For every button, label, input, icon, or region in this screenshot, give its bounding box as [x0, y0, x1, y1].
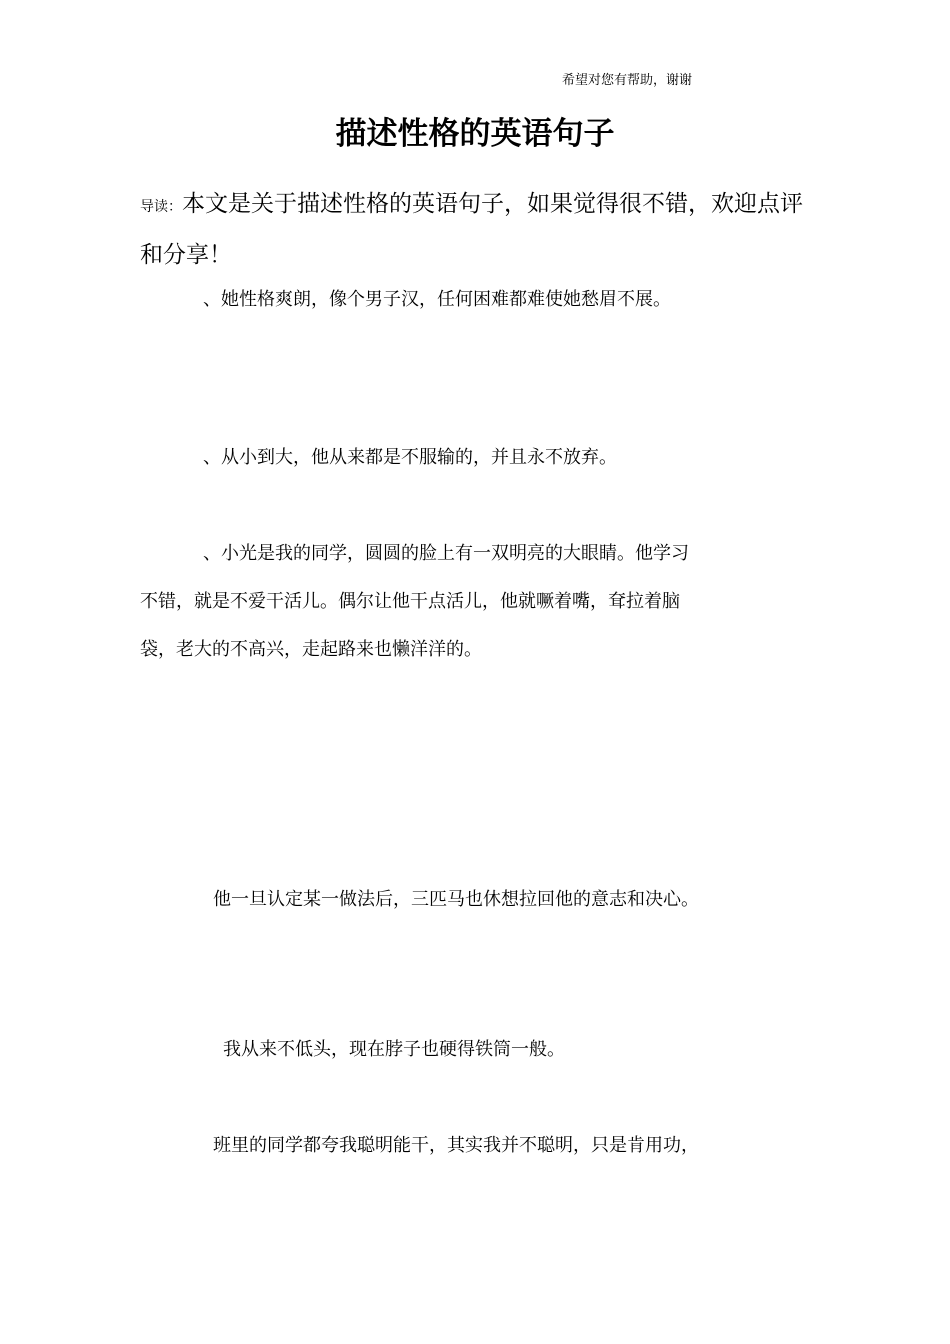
- paragraph-1: 、她性格爽朗，像个男子汉，任何困难都难使她愁眉不展。: [203, 289, 671, 310]
- intro-paragraph: [140, 180, 820, 279]
- intro-text: 本文是关于描述性格的英语句子，如果觉得很不错，欢迎点评和分享！: [140, 191, 803, 268]
- intro-label: 导读：: [140, 199, 182, 215]
- paragraph-3-line-1: 、小光是我的同学，圆圆的脸上有一双明亮的大眼睛。他学习: [203, 543, 689, 564]
- paragraph-3-line-3: 袋，老大的不高兴，走起路来也懒洋洋的。: [140, 639, 482, 660]
- paragraph-4: 他一旦认定某一做法后，三匹马也休想拉回他的意志和决心。: [213, 889, 699, 910]
- paragraph-2: 、从小到大，他从来都是不服输的，并且永不放弃。: [203, 447, 617, 468]
- paragraph-3: [140, 530, 800, 674]
- paragraph-3-line-2: 不错，就是不爱干活儿。偶尔让他干点活儿，他就噘着嘴，耷拉着脑: [140, 591, 680, 612]
- document-title: 描述性格的英语句子: [335, 116, 615, 152]
- header-note: 希望对您有帮助，谢谢: [562, 73, 693, 88]
- paragraph-6: 班里的同学都夸我聪明能干，其实我并不聪明，只是肯用功，: [213, 1135, 699, 1156]
- paragraph-5: 我从来不低头，现在脖子也硬得铁筒一般。: [223, 1039, 565, 1060]
